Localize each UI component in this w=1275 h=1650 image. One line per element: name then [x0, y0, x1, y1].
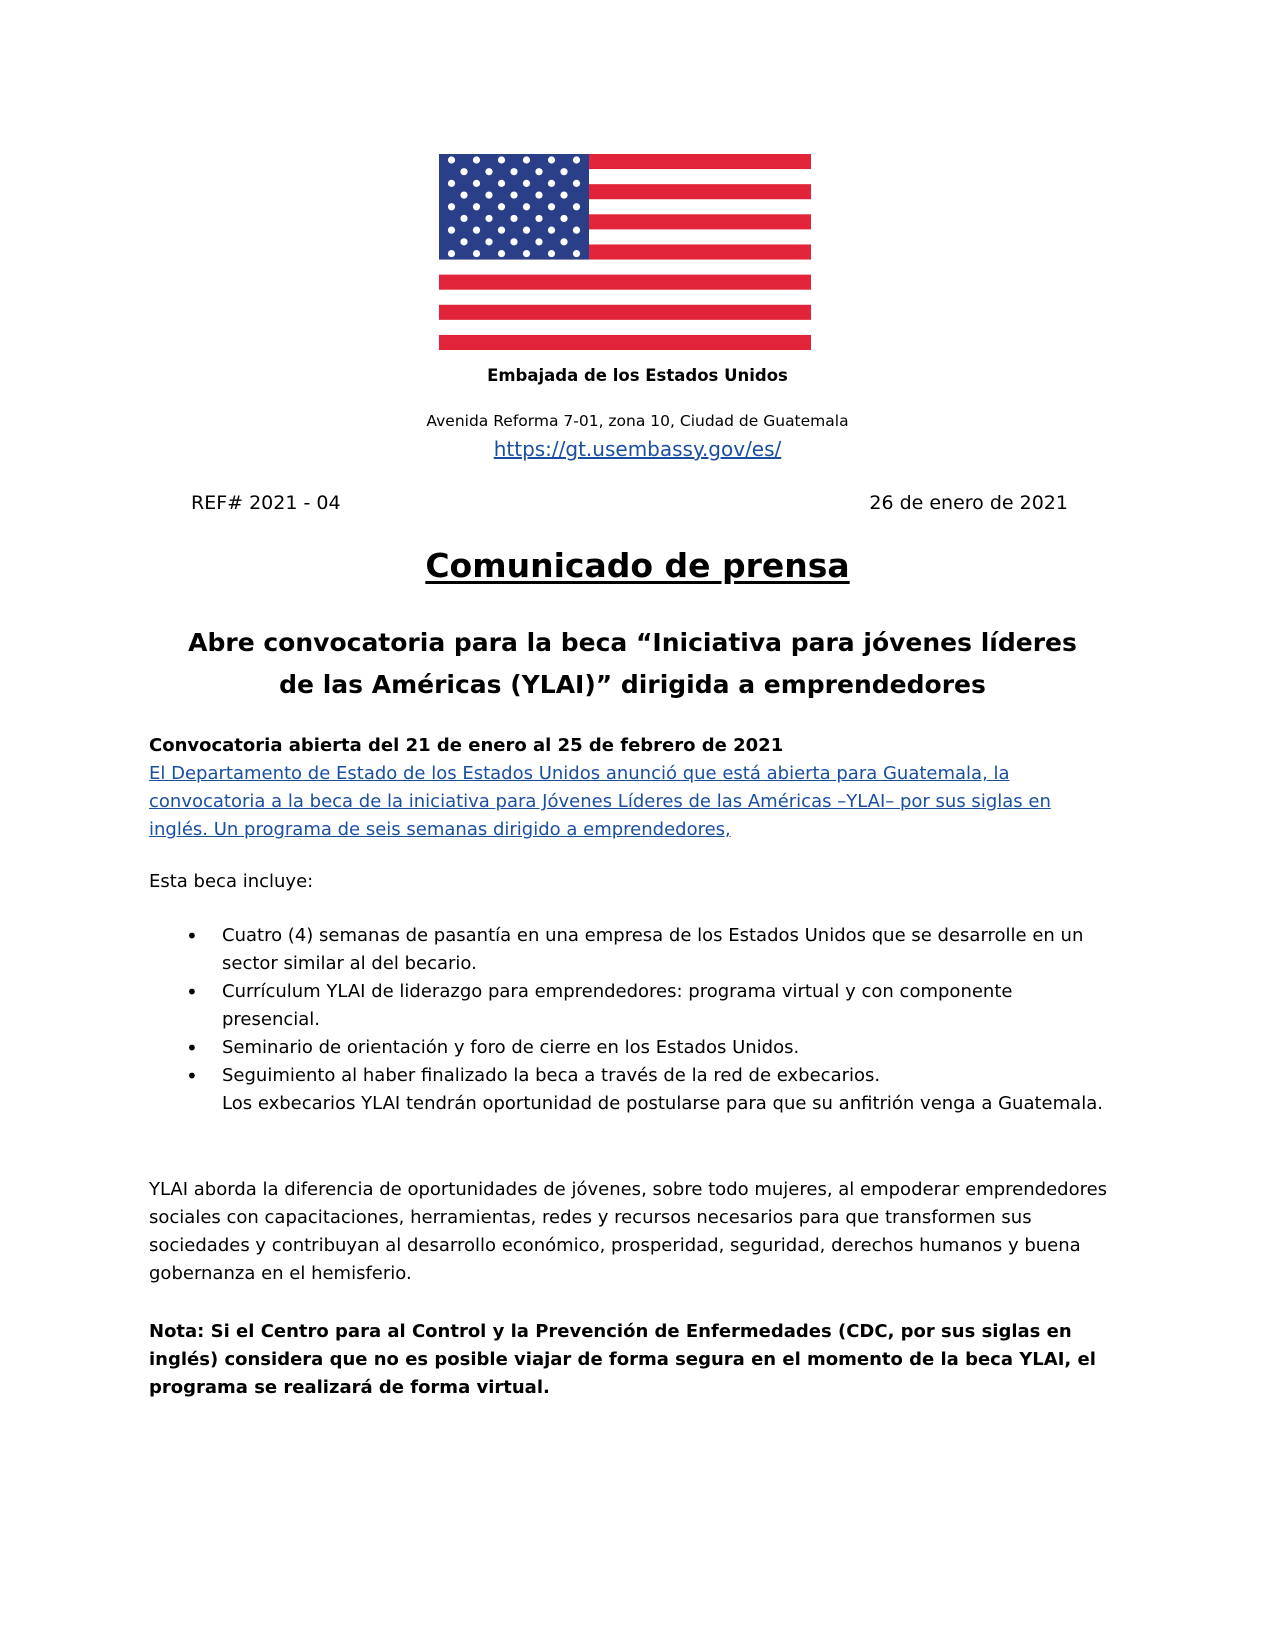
us-flag-icon	[439, 154, 811, 350]
flag-star	[548, 227, 555, 234]
flag-star	[485, 191, 492, 198]
call-dates-subheading: Convocatoria abierta del 21 de enero al 25 de febrero de 2021	[149, 735, 784, 756]
intro-link[interactable]: El Departamento de Estado de los Estados Unidos anunció que está abierta para Guatemala, la convocatoria a la beca de la iniciativa para Jóvenes Líderes de las Américas –YLAI– por sus siglas en inglés. Un programa de seis semanas dirigido a emprendedores,	[149, 763, 1051, 840]
includes-label: Esta beca incluye:	[149, 871, 314, 892]
list-item-text: Cuatro (4) semanas de pasantía en una empresa de los Estados Unidos que se desarrolle en un sector similar al del becario.	[222, 925, 1084, 974]
list-item-text: Seguimiento al haber finalizado la beca a través de la red de exbecarios.	[222, 1065, 881, 1086]
flag-star	[448, 180, 455, 187]
list-item-text: Seminario de orientación y foro de cierre en los Estados Unidos.	[222, 1037, 800, 1058]
flag-star	[523, 227, 530, 234]
flag-star	[573, 180, 580, 187]
bullet-icon: •	[186, 924, 198, 948]
flag-star	[460, 238, 467, 245]
embassy-url-wrapper	[0, 436, 1275, 462]
flag-star	[460, 168, 467, 175]
embassy-url-link[interactable]: https://gt.usembassy.gov/es/	[493, 437, 782, 461]
flag-star	[498, 180, 505, 187]
flag-star	[498, 203, 505, 210]
headline: Abre convocatoria para la beca “Iniciativa para jóvenes líderes de las Américas (YLAI)” dirigida a emprendedores	[188, 628, 1077, 699]
flag-star	[498, 156, 505, 163]
flag-star	[498, 250, 505, 257]
list-item	[149, 1034, 1109, 1062]
flag-star	[485, 215, 492, 222]
flag-stripe	[439, 335, 811, 350]
benefits-list	[149, 922, 1109, 1118]
flag-star	[473, 227, 480, 234]
flag-star	[560, 238, 567, 245]
page-title-text: Comunicado de prensa	[425, 546, 850, 585]
flag-star	[448, 227, 455, 234]
flag-star	[510, 168, 517, 175]
flag-star	[473, 250, 480, 257]
flag-star	[523, 180, 530, 187]
flag-star	[473, 156, 480, 163]
flag-star	[498, 227, 505, 234]
embassy-address: Avenida Reforma 7-01, zona 10, Ciudad de Guatemala	[426, 412, 849, 430]
flag-star	[473, 180, 480, 187]
flag-star	[535, 238, 542, 245]
flag-star	[510, 238, 517, 245]
ylai-description: YLAI aborda la diferencia de oportunidades de jóvenes, sobre todo mujeres, al empoderar emprendedores sociales con capacitaciones, herramientas, redes y recursos necesarios para que transformen sus sociedades y contribuyan al desarrollo económico, prosperidad, seguridad, derechos humanos y buena gobernanza en el hemisferio.	[149, 1179, 1108, 1284]
flag-star	[573, 156, 580, 163]
flag-star	[573, 250, 580, 257]
cdc-note: Nota: Si el Centro para al Control y la Prevención de Enfermedades (CDC, por sus siglas en inglés) considera que no es posible viajar de forma segura en el momento de la beca YLAI, el programa se realizará de forma virtual.	[149, 1321, 1096, 1398]
flag-star	[560, 168, 567, 175]
flag-star	[523, 203, 530, 210]
flag-star	[523, 156, 530, 163]
embassy-name: Embajada de los Estados Unidos	[487, 366, 788, 385]
flag-stripe	[439, 305, 811, 320]
flag-star	[548, 156, 555, 163]
flag-star	[560, 215, 567, 222]
flag-star	[460, 191, 467, 198]
flag-star	[523, 250, 530, 257]
release-date: 26 de enero de 2021	[869, 492, 1068, 514]
flag-star	[448, 250, 455, 257]
list-item	[149, 1062, 1109, 1118]
flag-star	[548, 250, 555, 257]
bullet-icon: •	[186, 1036, 198, 1060]
list-item	[149, 978, 1109, 1034]
flag-star	[510, 191, 517, 198]
flag-stripe	[439, 275, 811, 290]
page-title	[0, 544, 1275, 588]
flag-star	[573, 227, 580, 234]
flag-star	[535, 168, 542, 175]
list-item-followup: Los exbecarios YLAI tendrán oportunidad de postularse para que su anfitrión venga a Guatemala.	[222, 1093, 1103, 1114]
bullet-icon: •	[186, 1064, 198, 1088]
flag-star	[485, 168, 492, 175]
list-item	[149, 922, 1109, 978]
list-item-text: Currículum YLAI de liderazgo para emprendedores: programa virtual y con componente presencial.	[222, 981, 1013, 1030]
flag-star	[535, 191, 542, 198]
bullet-icon: •	[186, 980, 198, 1004]
flag-star	[548, 203, 555, 210]
flag-star	[573, 203, 580, 210]
flag-star	[448, 203, 455, 210]
reference-number: REF# 2021 - 04	[191, 492, 341, 514]
flag-star	[560, 191, 567, 198]
flag-star	[460, 215, 467, 222]
flag-star	[535, 215, 542, 222]
flag-star	[548, 180, 555, 187]
flag-star	[473, 203, 480, 210]
flag-star	[448, 156, 455, 163]
flag-star	[485, 238, 492, 245]
flag-star	[510, 215, 517, 222]
